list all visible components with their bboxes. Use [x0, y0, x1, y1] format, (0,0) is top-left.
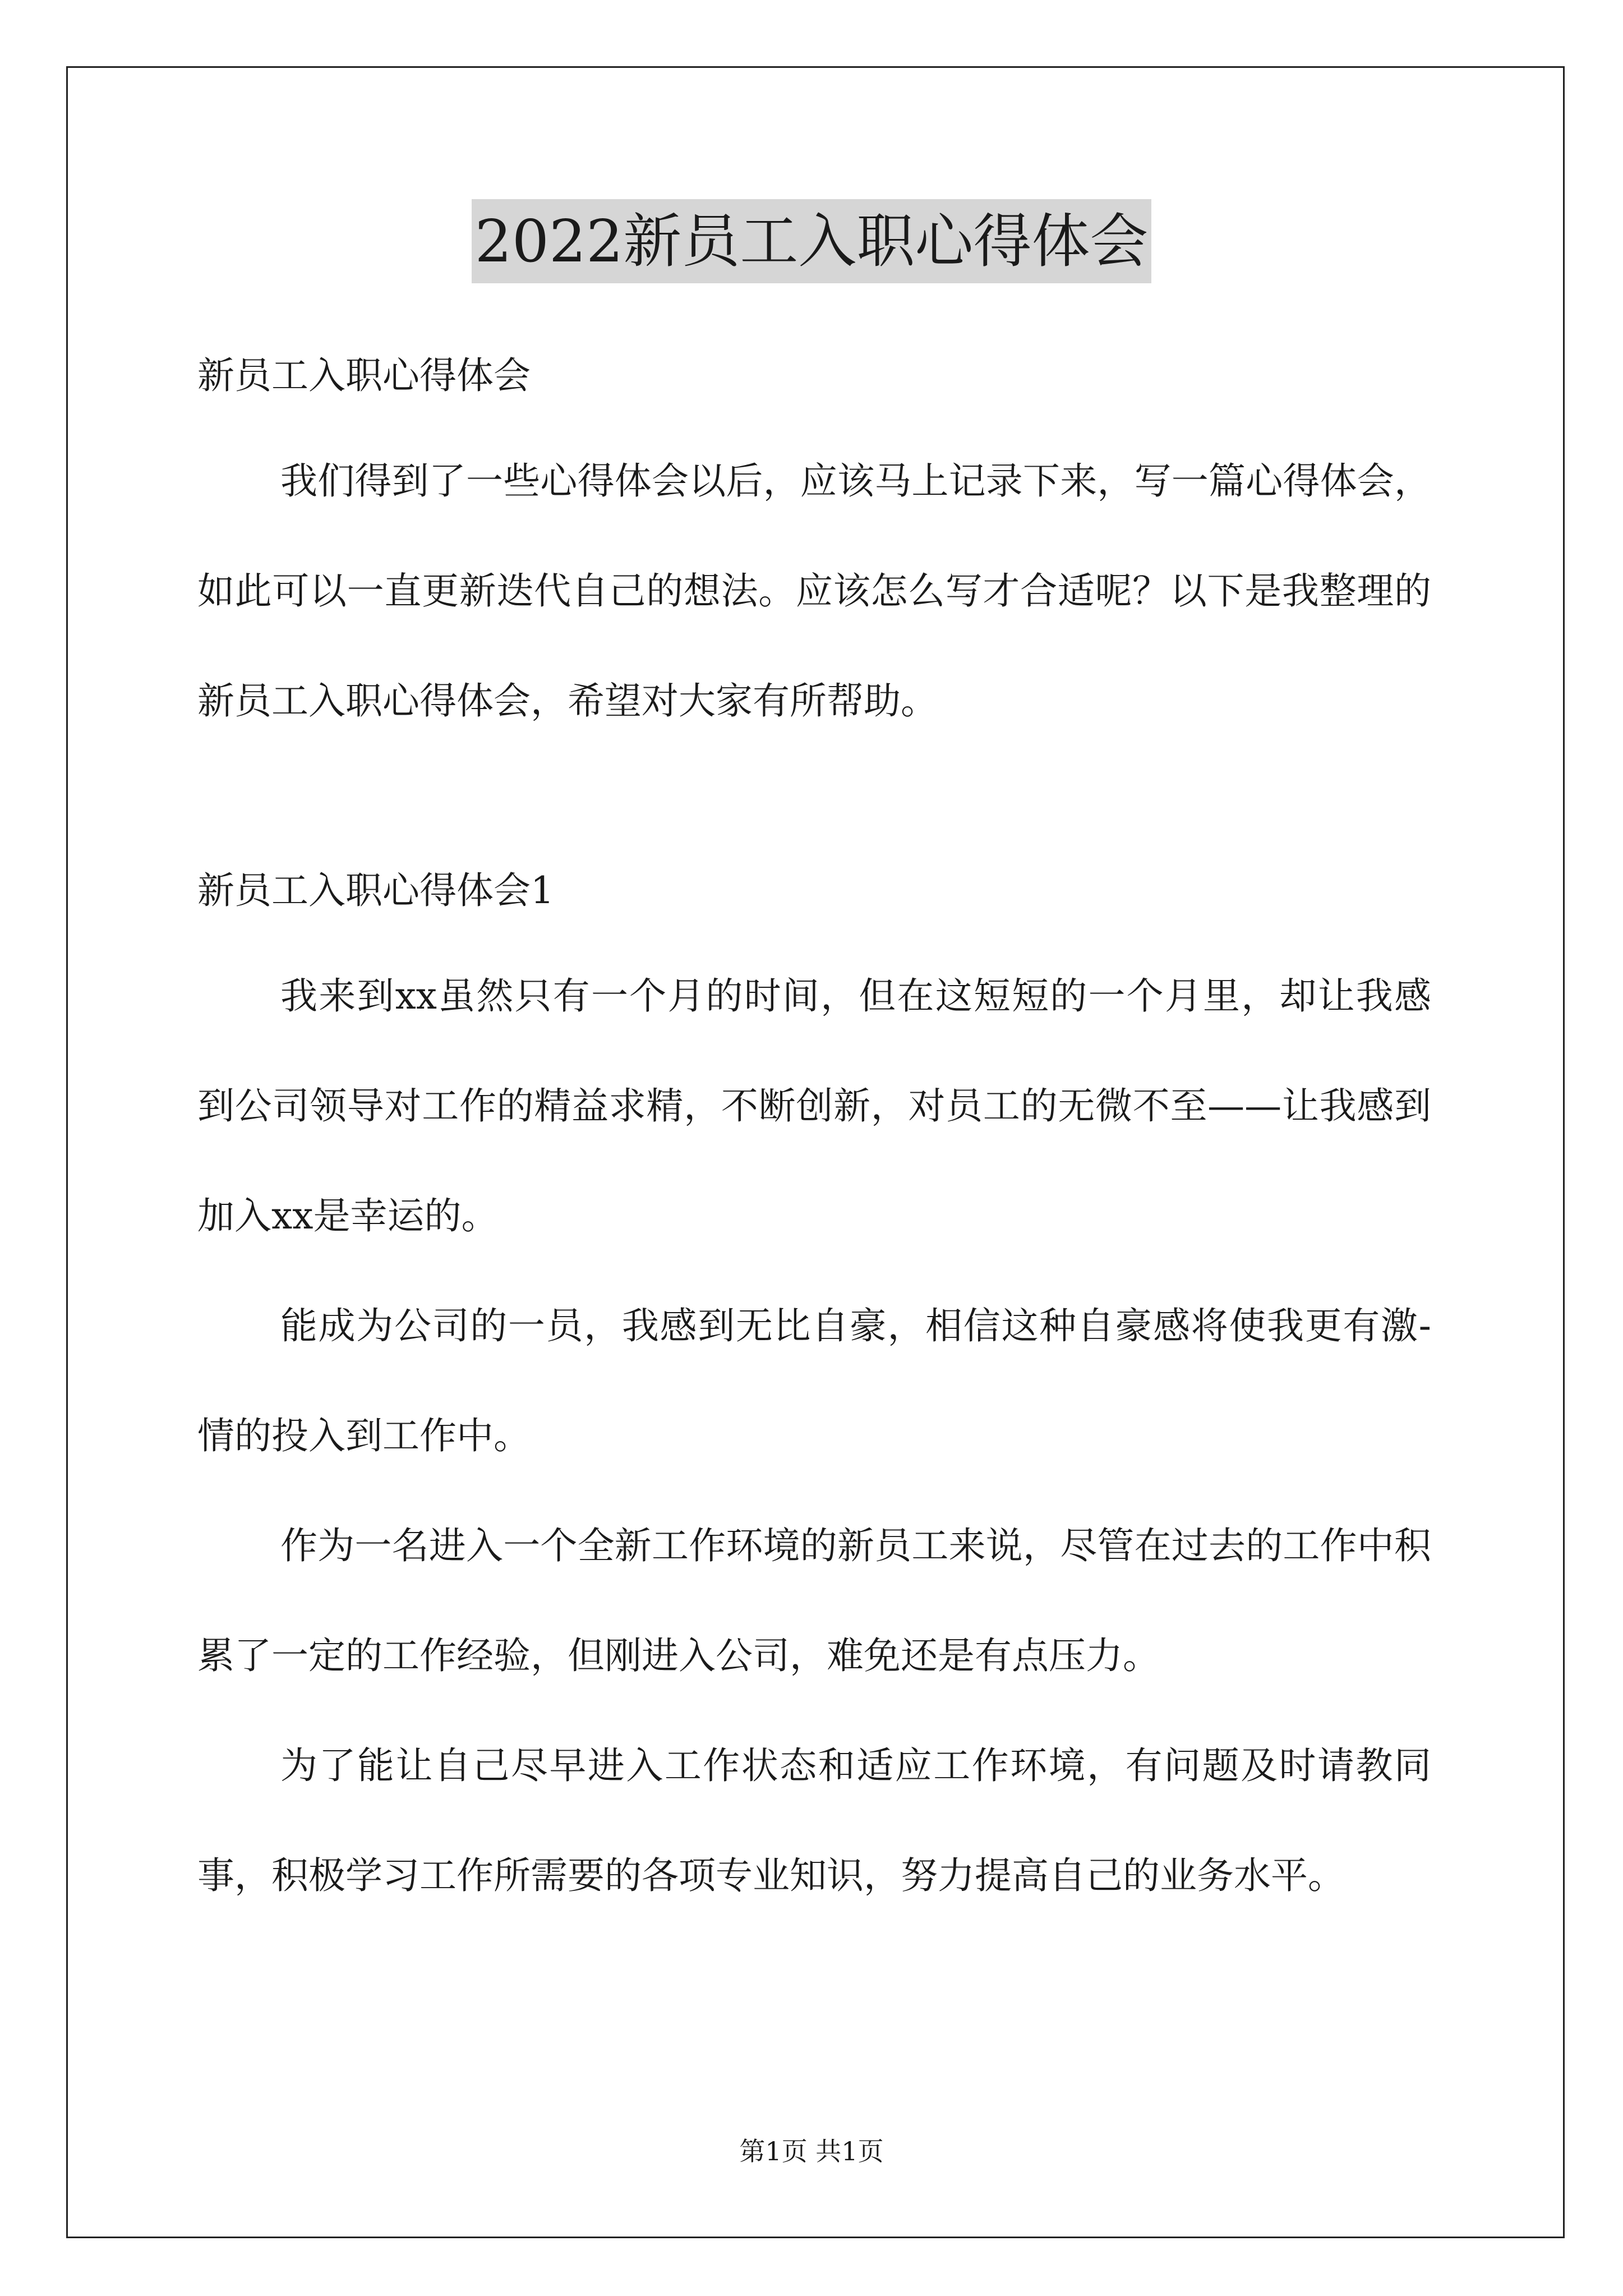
body-paragraph: 作为一名进入一个全新工作环境的新员工来说，尽管在过去的工作中积累了一定的工作经验，但刚进入公司，难免还是有点压力。	[197, 1524, 1431, 1677]
title-container	[0, 199, 1623, 283]
document-title: 2022新员工入职心得体会	[472, 199, 1152, 283]
intro-paragraph: 我们得到了一些心得体会以后，应该马上记录下来，写一篇心得体会，如此可以一直更新迭代自己的想法。应该怎么写才合适呢？以下是我整理的新员工入职心得体会，希望对大家有所帮助。	[197, 459, 1431, 723]
page-footer: 第1页 共1页	[739, 2136, 884, 2166]
body-paragraph: 为了能让自己尽早进入工作状态和适应工作环境，有问题及时请教同事，积极学习工作所需要的各项专业知识，努力提高自己的业务水平。	[197, 1744, 1431, 1897]
body-paragraph: 我来到xx虽然只有一个月的时间，但在这短短的一个月里，却让我感到公司领导对工作的精益求精，不断创新，对员工的无微不至——让我感到加入xx是幸运的。	[197, 974, 1431, 1237]
body-paragraph: 能成为公司的一员，我感到无比自豪，相信这种自豪感将使我更有激-情的投入到工作中。	[197, 1304, 1431, 1457]
section-heading: 新员工入职心得体会1	[197, 869, 554, 912]
intro-heading: 新员工入职心得体会	[197, 354, 531, 397]
document-body	[197, 348, 1431, 1931]
